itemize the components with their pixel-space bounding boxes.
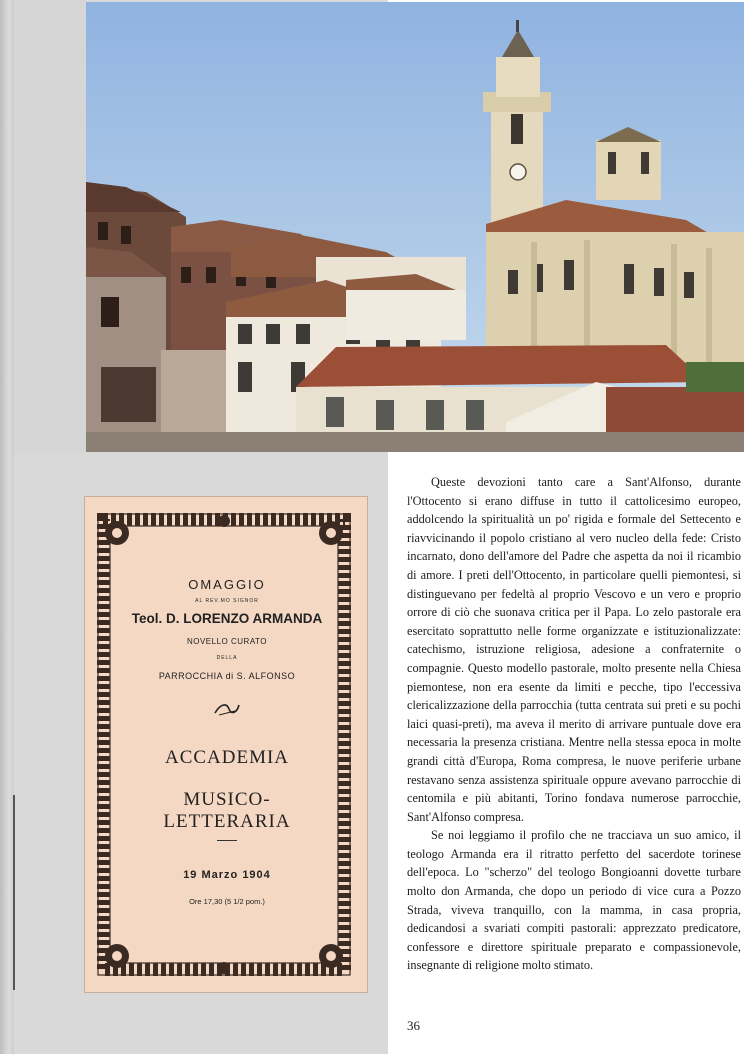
card-time: Ore 17,30 (5 1/2 pom.): [189, 897, 265, 906]
card-priest-name: Teol. D. LORENZO ARMANDA: [131, 611, 323, 626]
card-divider: [217, 840, 237, 841]
card-rev-line: AL REV.MO SIGNOR: [195, 598, 259, 604]
card-accademia: ACCADEMIA: [164, 747, 290, 768]
card-musico-letteraria: MUSICO-LETTERARIA: [163, 789, 291, 832]
card-parish: PARROCCHIA di S. ALFONSO: [158, 671, 296, 681]
book-spine-shadow: [0, 0, 14, 1054]
card-role: NOVELLO CURATO: [186, 637, 268, 646]
page-number: 36: [407, 1018, 420, 1033]
margin-mark: [13, 795, 15, 990]
card-text-area: [123, 531, 331, 961]
card-date: 19 Marzo 1904: [183, 869, 271, 881]
church-photo: [86, 2, 744, 452]
body-paragraph: Queste devozioni tanto care a Sant'Alfonso, durante l'Ottocento si erano diffuse in tutto il cattolicesimo europeo, addolcendo la spiritualità un po' rigida e formale del Settecento e riavvicinando il popolo cristiano al vero nucleo della fede: Cristo incarnato, dono dell'amore del Padre che aspetta da noi il ricambio di amore. I preti dell'Ottocento, in particolare quelli piemontesi, si distinguevano per fedeltà al proprio Vescovo e un vero e proprio orrore di ciò che suonava critica per il Papa. Lo zelo pastorale era esercitato soprattutto nelle forme organizzate e istituzionalizzate: catechismo, istruzione religiosa, adesione a confraternite o compagnie. Questo modello pastorale, molto presente nella Chiesa piemontese, non era esente da limiti e pecche, tipo l'eccessiva clericalizzazione della parrocchia (tutta centrata sui preti e su pochi laici quasi-preti), ma aveva il merito di arrivare puntuale dove era necessaria la presenza cristiana. Mentre nella stessa epoca in molte grandi città d'Europa, Roma compresa, le nuove periferie urbane restavano senza assistenza spirituale oppure avevano parrocchie di centomila e più abitanti, Torino fondava numerose parrocchie, Sant'Alfonso compresa.: [407, 475, 741, 824]
event-program-card: [85, 497, 367, 992]
card-della: DELLA: [216, 655, 238, 661]
card-omaggio: OMAGGIO: [188, 577, 266, 592]
body-text: [407, 473, 741, 975]
flourish-ornament: [213, 701, 241, 717]
top-gray-strip: [14, 0, 86, 452]
body-paragraph: Se noi leggiamo il profilo che ne tracciava un suo amico, il teologo Armanda era il ritratto perfetto del sacerdote torinese dell'epoca. Lo "scherzo" del teologo Bongioanni dovette turbare molto don Armanda, che dopo un periodo di vice cura a Pozzo Strada, viveva tranquillo, con la mamma, in casa propria, dedicandosi a svariati compiti pastorali: apprezzato predicatore, confessore e direttore spirituale preparato e compassionevole, insegnante di religione molto stimato.: [407, 828, 741, 973]
